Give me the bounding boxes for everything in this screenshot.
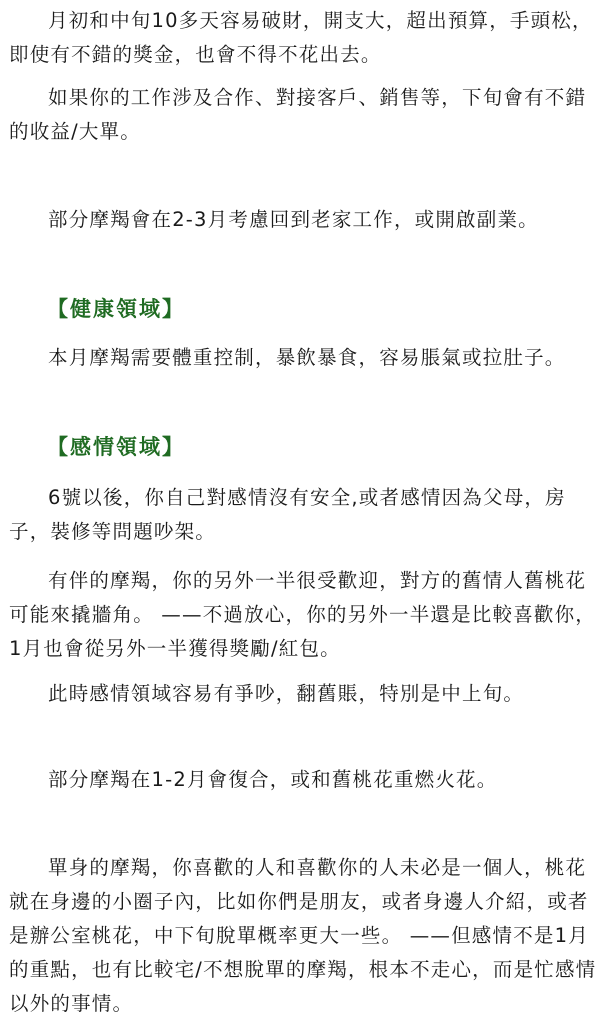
text-line: 6號以後，你自己對感情沒有安全,或者感情因為父母，房 <box>48 486 566 509</box>
text-line: 即使有不錯的獎金，也會不得不花出去。 <box>9 43 382 66</box>
text-line: 子，裝修等問題吵架。 <box>9 520 217 543</box>
text-line: 如果你的工作涉及合作、對接客戶、銷售等，下旬會有不錯 <box>48 86 587 109</box>
text-line: 此時感情領域容易有爭吵，翻舊賬，特別是中上旬。 <box>48 682 525 705</box>
text-line: 有伴的摩羯，你的另外一半很受歡迎，對方的舊情人舊桃花 <box>48 569 587 592</box>
text-line: 1月也會從另外一半獲得獎勵/紅包。 <box>9 637 341 660</box>
section-heading-love: 【感情領域】 <box>47 435 185 459</box>
section-heading-health: 【健康領域】 <box>47 297 185 321</box>
text-line: 的收益/大單。 <box>9 120 141 143</box>
text-line: 可能來撬牆角。 ——不過放心，你的另外一半還是比較喜歡你， <box>9 603 596 626</box>
text-line: 部分摩羯會在2-3月考慮回到老家工作，或開啟副業。 <box>48 208 539 231</box>
text-line: 是辦公室桃花，中下旬脫單概率更大一些。 ——但感情不是1月 <box>9 924 589 947</box>
paragraph-finance-income <box>9 81 597 149</box>
text-line: 部分摩羯在1-2月會復合，或和舊桃花重燃火花。 <box>48 768 498 791</box>
paragraph-career-hometown <box>9 203 597 237</box>
text-line: 本月摩羯需要體重控制，暴飲暴食，容易脹氣或拉肚子。 <box>48 346 566 369</box>
text-line: 月初和中旬10多天容易破財，開支大，超出預算，手頭松， <box>48 9 593 32</box>
text-line: 以外的事情。 <box>9 992 134 1015</box>
paragraph-love-partnered <box>9 564 597 666</box>
text-line: 的重點，也有比較宅/不想脫單的摩羯，根本不走心，而是忙感情 <box>9 958 597 981</box>
paragraph-love-single <box>9 851 597 1021</box>
paragraph-finance-overspend <box>9 4 597 72</box>
text-line: 就在身邊的小圈子內，比如你們是朋友，或者身邊人介紹，或者 <box>9 890 589 913</box>
paragraph-love-reunion <box>9 763 597 797</box>
text-line: 單身的摩羯，你喜歡的人和喜歡你的人未必是一個人，桃花 <box>48 856 587 879</box>
paragraph-health <box>9 341 597 375</box>
paragraph-love-quarrel <box>9 677 597 711</box>
paragraph-love-insecurity <box>9 481 597 549</box>
